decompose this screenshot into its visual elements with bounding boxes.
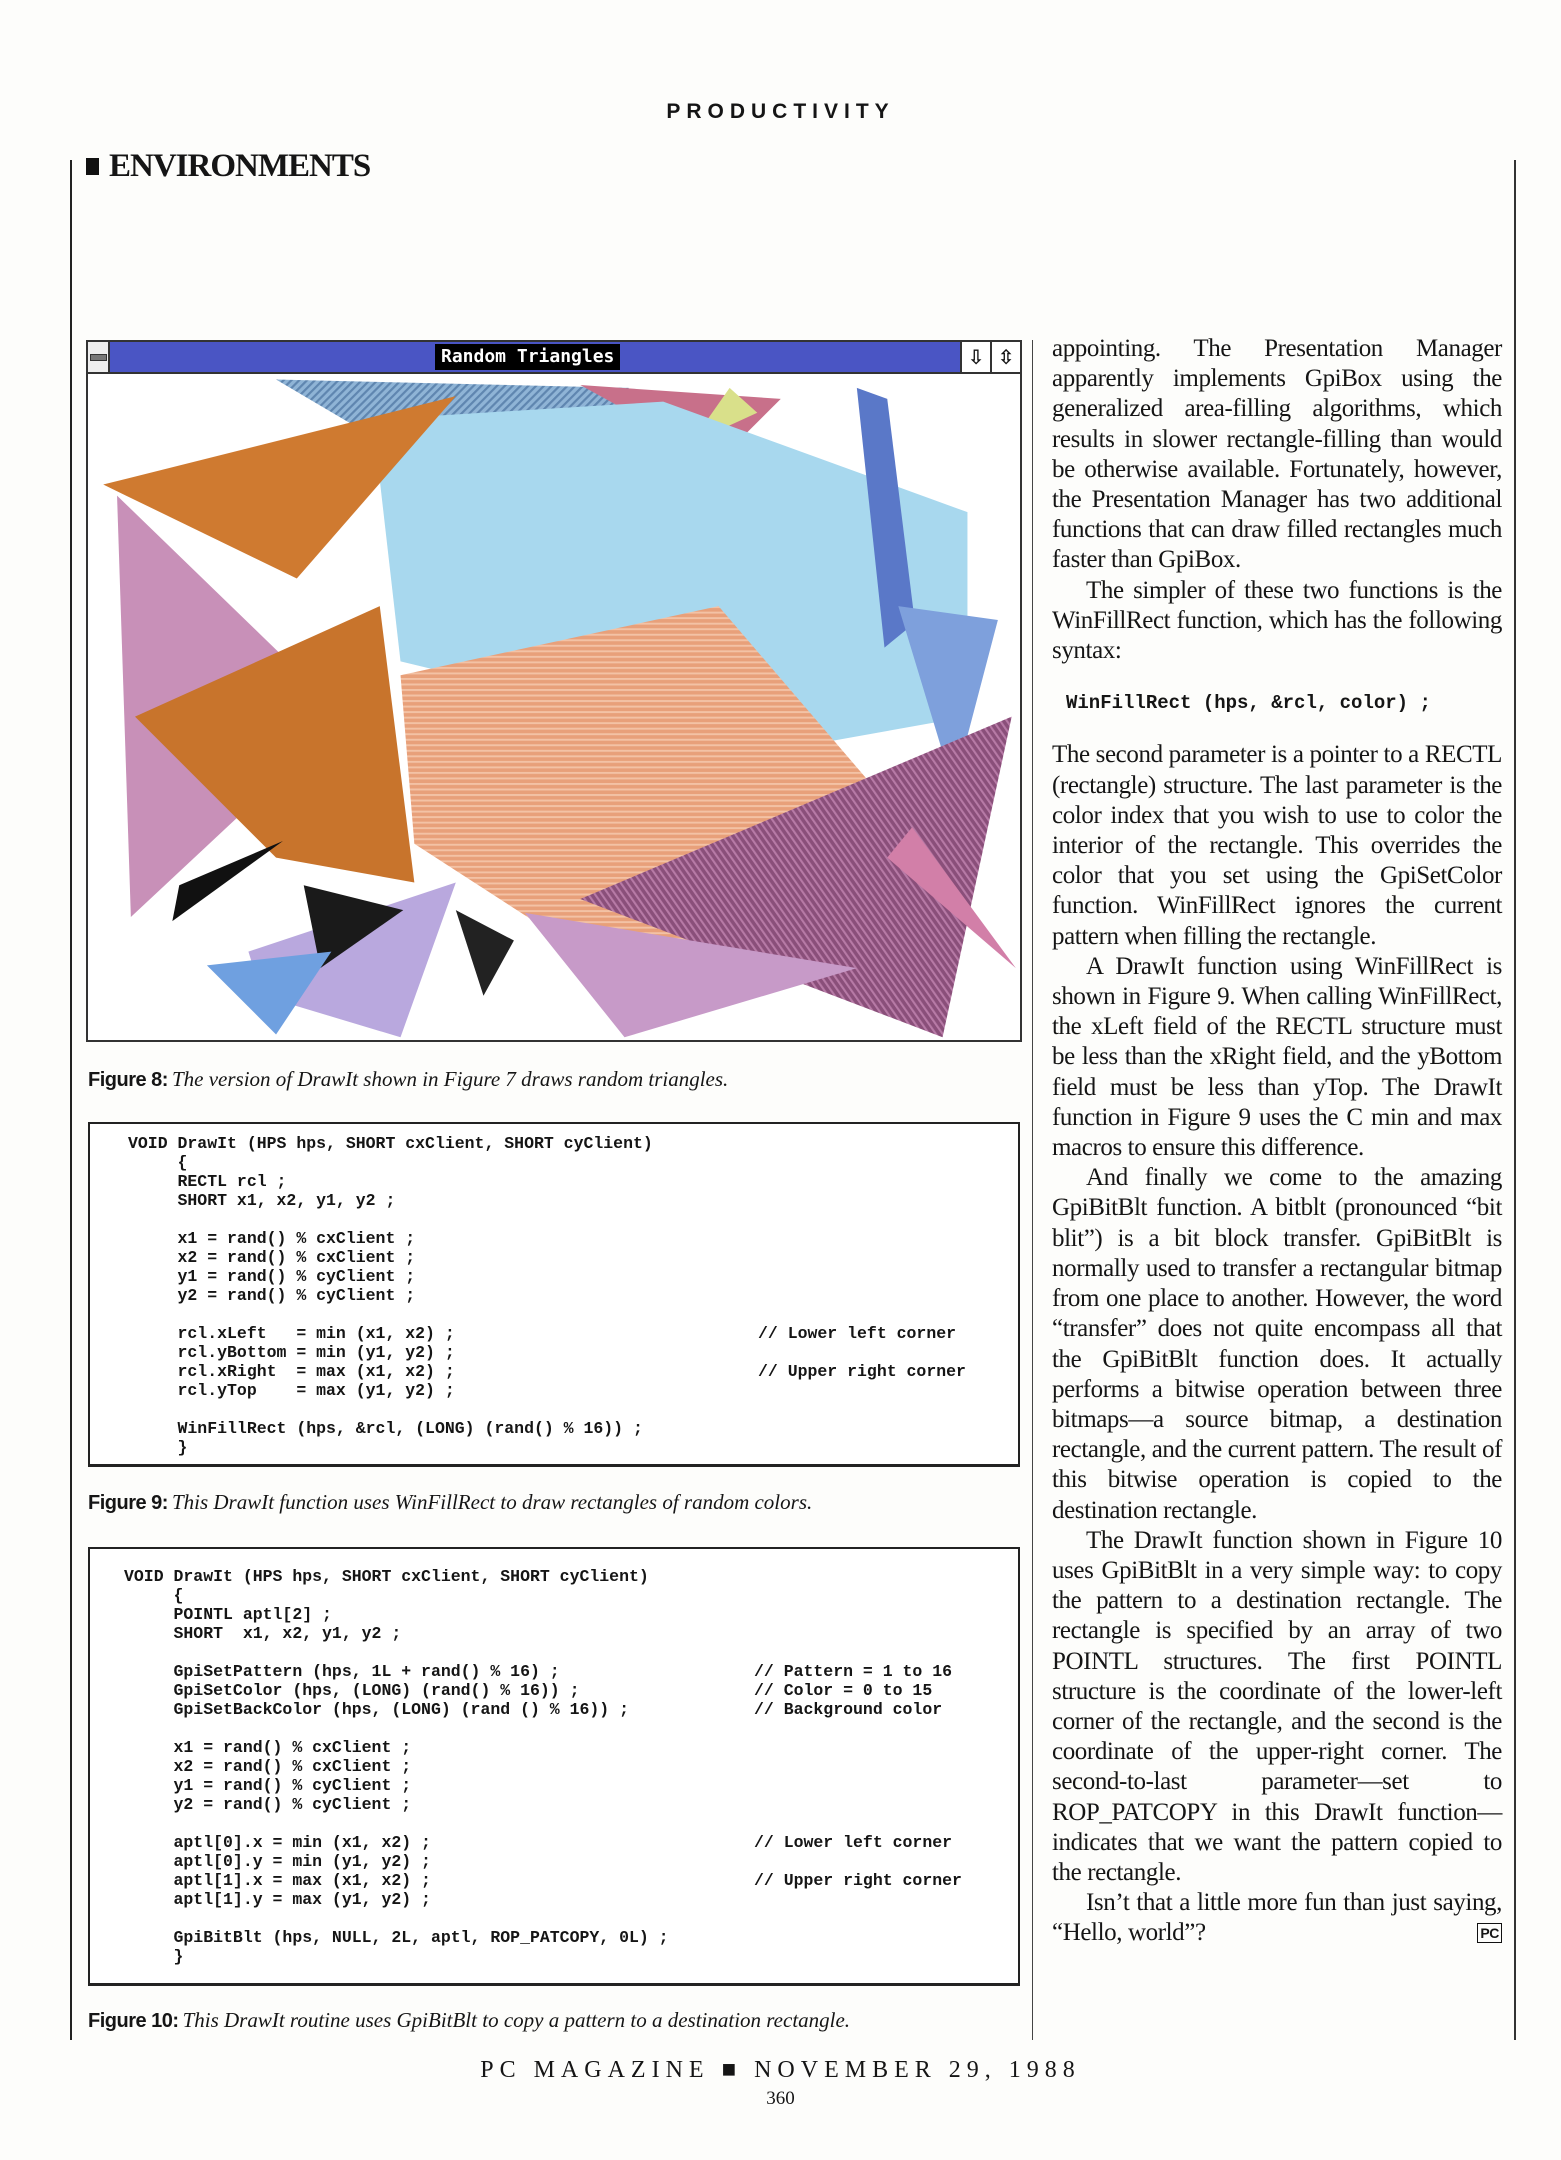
code-line	[124, 1947, 669, 1966]
paragraph-text: Isn’t that a little more fun than just saying, “Hello, world”?	[1052, 1889, 1502, 1947]
code-line	[124, 1681, 933, 1700]
code-comment: // Pattern = 1 to 16	[754, 1662, 953, 1681]
code-text: y2 = rand() % cyClient ;	[128, 1286, 416, 1305]
column-divider	[1032, 340, 1033, 2040]
code-text: }	[128, 1438, 188, 1457]
code-line	[124, 1757, 669, 1776]
title-bar[interactable]	[88, 342, 1020, 374]
code-text: RECTL rcl ;	[128, 1172, 287, 1191]
code-line	[124, 1586, 669, 1605]
code-line	[124, 1738, 669, 1757]
code-text: GpiSetBackColor (hps, (LONG) (rand () % 16)) ;	[124, 1700, 629, 1719]
caption-text: The version of DrawIt shown in Figure 7 draws random triangles.	[171, 1067, 729, 1091]
bullet-icon	[86, 158, 99, 175]
code-text: POINTL aptl[2] ;	[124, 1605, 332, 1624]
code-text: WinFillRect (hps, &rcl, (LONG) (rand() % 16)) ;	[128, 1419, 643, 1438]
paragraph: The DrawIt function shown in Figure 10 uses GpiBitBlt in a very simple way: to copy the pattern to a destination rectangle. The rectangle is specified by an array of two POINTL structures. The first POINTL structure is the coordinate of the lower-left corner of the rectangle, and the second is the coordinate of the upper-right corner. The second-to-last parameter—set to ROP_PATCOPY in this DrawIt function—indicates that we want the pattern copied to the rectangle.	[1052, 1526, 1502, 1886]
code-comment: // Lower left corner	[754, 1833, 953, 1852]
paragraph: The second parameter is a pointer to a RECTL (rectangle) structure. The last parameter is the color index that you wish to use to color the interior of the rectangle. This overrides the color that you set using the GpiSetColor function. WinFillRect ignores the current pattern when filling the rectangle.	[1052, 741, 1502, 950]
code-text: }	[124, 1947, 184, 1966]
code-comment: // Lower left corner	[758, 1324, 957, 1343]
code-line	[124, 1909, 669, 1928]
code-text: SHORT x1, x2, y1, y2 ;	[124, 1624, 402, 1643]
code-text: aptl[1].x = max (x1, x2) ;	[124, 1871, 431, 1890]
paragraph: A DrawIt function using WinFillRect is shown in Figure 9. When calling WinFillRect, the xLeft field of the RECTL structure must be less than the xRight field, and the yBottom field must be less than yTop. The DrawIt function in Figure 9 uses the C min and max macros to ensure this difference.	[1052, 952, 1502, 1162]
code-text: GpiSetPattern (hps, 1L + rand() % 16) ;	[124, 1662, 560, 1681]
code-line	[128, 1191, 653, 1210]
code-line	[124, 1814, 669, 1833]
caption-label: Figure 8:	[88, 1069, 168, 1091]
code-text: GpiBitBlt (hps, NULL, 2L, aptl, ROP_PATCOPY, 0L) ;	[124, 1928, 669, 1947]
code-text: x2 = rand() % cxClient ;	[128, 1248, 416, 1267]
code-line	[128, 1400, 653, 1419]
code-text: x1 = rand() % cxClient ;	[124, 1738, 412, 1757]
figure-9-caption	[88, 1490, 812, 1515]
code-line	[128, 1362, 966, 1381]
code-line	[124, 1871, 962, 1890]
code-line	[128, 1172, 653, 1191]
code-line	[128, 1267, 653, 1286]
triangle-shape	[456, 910, 514, 996]
code-text: y1 = rand() % cyClient ;	[124, 1776, 412, 1795]
code-text: aptl[0].x = min (x1, x2) ;	[124, 1833, 431, 1852]
paragraph: appointing. The Presentation Manager apparently implements GpiBox using the generalized area-filling algorithms, which results in slower rectangle-filling than would be otherwise available. Fortunately, however, the Presentation Manager has two additional functions that can draw filled rectangles much faster than GpiBox.	[1052, 335, 1502, 574]
window-title: Random Triangles	[435, 344, 620, 370]
caption-text: This DrawIt function uses WinFillRect to draw rectangles of random colors.	[171, 1490, 813, 1514]
random-triangles-window	[86, 340, 1022, 1042]
code-line	[124, 1776, 669, 1795]
figure-10-caption	[88, 2008, 850, 2033]
code-line	[124, 1662, 953, 1681]
code-line	[128, 1153, 653, 1172]
code-line	[128, 1343, 653, 1362]
code-line	[124, 1928, 669, 1947]
code-line	[128, 1248, 653, 1267]
paragraph: And finally we come to the amazing GpiBitBlt function. A bitblt (pronounced “bit blit”) is a bit block transfer. GpiBitBlt is normally used to transfer a rectangular bitmap from one place to another. However, the word “transfer” does not quite encompass all that the GpiBitBlt function does. It actually performs a bitwise operation between three bitmaps—a source bitmap, a destination rectangle, and the current pattern. The result of this bitwise operation is copied to the destination rectangle.	[1052, 1164, 1502, 1524]
code-line	[124, 1852, 669, 1871]
code-line	[124, 1833, 953, 1852]
right-rule	[1514, 160, 1516, 2040]
code-line	[124, 1643, 669, 1662]
code-line	[124, 1700, 943, 1719]
figure-8-caption	[88, 1067, 728, 1092]
department-label: ENVIRONMENTS	[109, 148, 371, 184]
syntax-code: WinFillRect (hps, &rcl, color) ;	[1066, 692, 1431, 715]
figure-10-code	[88, 1547, 1020, 1986]
code-text: y1 = rand() % cyClient ;	[128, 1267, 416, 1286]
code-text: {	[124, 1586, 184, 1605]
code-line	[128, 1134, 653, 1153]
maximize-button[interactable]: ⇳	[990, 342, 1020, 372]
code-comment: // Background color	[754, 1700, 943, 1719]
code-line	[128, 1305, 653, 1324]
code-text: rcl.yBottom = min (y1, y2) ;	[128, 1343, 455, 1362]
code-line	[128, 1210, 653, 1229]
code-comment: // Color = 0 to 15	[754, 1681, 933, 1700]
code-line	[128, 1419, 653, 1438]
code-text: rcl.xRight = max (x1, x2) ;	[128, 1362, 455, 1381]
code-line	[124, 1795, 669, 1814]
section-header: PRODUCTIVITY	[666, 100, 895, 123]
code-line	[128, 1438, 653, 1457]
code-text: y2 = rand() % cyClient ;	[124, 1795, 412, 1814]
code-text: aptl[0].y = min (y1, y2) ;	[124, 1852, 431, 1871]
page-number: 360	[766, 2088, 795, 2109]
paragraph: The simpler of these two functions is the WinFillRect function, which has the following syntax:	[1052, 576, 1502, 665]
department-heading	[86, 148, 370, 185]
code-line	[124, 1624, 669, 1643]
caption-text: This DrawIt routine uses GpiBitBlt to copy a pattern to a destination rectangle.	[182, 2008, 851, 2032]
left-rule	[70, 160, 72, 2040]
minimize-button[interactable]: ⇩	[960, 342, 990, 372]
code-text: aptl[1].y = max (y1, y2) ;	[124, 1890, 431, 1909]
code-line	[128, 1286, 653, 1305]
code-line	[124, 1605, 669, 1624]
code-text: {	[128, 1153, 188, 1172]
code-comment: // Upper right corner	[758, 1362, 966, 1381]
code-line	[124, 1890, 669, 1909]
code-line	[124, 1567, 669, 1586]
paragraph	[1052, 1888, 1502, 1948]
code-text: VOID DrawIt (HPS hps, SHORT cxClient, SHORT cyClient)	[124, 1567, 649, 1586]
code-text: rcl.xLeft = min (x1, x2) ;	[128, 1324, 455, 1343]
code-text: VOID DrawIt (HPS hps, SHORT cxClient, SHORT cyClient)	[128, 1134, 653, 1153]
caption-label: Figure 10:	[88, 2010, 179, 2032]
code-line	[124, 1719, 669, 1738]
system-menu-icon[interactable]	[88, 342, 110, 372]
pc-end-mark-logo: PC	[1477, 1923, 1502, 1943]
code-text: SHORT x1, x2, y1, y2 ;	[128, 1191, 396, 1210]
triangles-canvas	[88, 374, 1020, 1040]
code-comment: // Upper right corner	[754, 1871, 962, 1890]
code-text: x2 = rand() % cxClient ;	[124, 1757, 412, 1776]
code-text: GpiSetColor (hps, (LONG) (rand() % 16)) ;	[124, 1681, 580, 1700]
article-column	[1052, 334, 1502, 1949]
code-line	[128, 1324, 957, 1343]
code-text: x1 = rand() % cxClient ;	[128, 1229, 416, 1248]
code-line	[128, 1229, 653, 1248]
footer-magazine-date: PC MAGAZINE ■ NOVEMBER 29, 1988	[480, 2057, 1081, 2083]
caption-label: Figure 9:	[88, 1492, 168, 1514]
code-line	[128, 1381, 653, 1400]
figure-9-code	[88, 1122, 1020, 1467]
code-text: rcl.yTop = max (y1, y2) ;	[128, 1381, 455, 1400]
